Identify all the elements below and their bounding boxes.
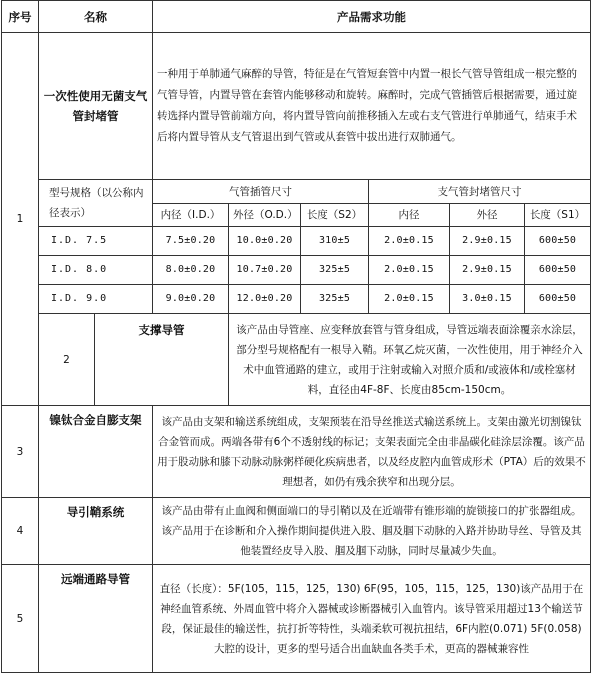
header-name: 名称 xyxy=(39,1,153,33)
model-outer: 2.9±0.15 xyxy=(450,227,525,256)
row-5-name: 远端通路导管 xyxy=(39,565,153,673)
model-len2: 325±5 xyxy=(301,256,369,285)
model-name: I.D. 9.0 xyxy=(39,285,153,314)
model-row xyxy=(2,227,591,256)
model-inner: 2.0±0.15 xyxy=(369,285,450,314)
col-id: 内径（I.D.） xyxy=(153,204,229,227)
col-inner: 内径 xyxy=(369,204,450,227)
row-2-name: 支撑导管 xyxy=(95,314,229,406)
model-name: I.D. 8.0 xyxy=(39,256,153,285)
row-1-spec-group-header xyxy=(2,180,591,204)
row-4-description: 该产品由带有止血阀和侧面端口的导引鞘以及在近端带有锥形端的旋锁接口的扩张器组成。该产品用于在诊断和介入操作期间提供进入股、腘及腘下动脉的入路并协助导丝、导管及其他装置经皮导入股、腘及腘下动脉，同时尽量减少失血。 xyxy=(153,498,591,565)
row-3-name: 镍钛合金自膨支架 xyxy=(39,406,153,498)
header-index: 序号 xyxy=(2,1,39,33)
row-5-index: 5 xyxy=(2,565,39,673)
header-row xyxy=(2,1,591,33)
model-od: 10.0±0.20 xyxy=(229,227,301,256)
col-len-s1: 长度（S1） xyxy=(525,204,591,227)
row-1-description-text: 一种用于单肺通气麻醉的导管，特征是在气管短套管中内置一根长气管导管组成一根完整的气管导管，内置导管在套管内能够移动和旋转。麻醉时，完成气管插管后根据需要，通过旋转选择内置导管前端方向，将内置导管向前推移插入左或右支气管进行单肺通气，结束手术后将内置导管从支气管退出到气管或从套管中拔出进行双肺通气。 xyxy=(153,33,591,180)
header-function: 产品需求功能 xyxy=(153,1,591,33)
model-id: 9.0±0.20 xyxy=(153,285,229,314)
row-1-index: 1 xyxy=(2,33,39,406)
model-row xyxy=(2,256,591,285)
model-len2: 310±5 xyxy=(301,227,369,256)
model-od: 12.0±0.20 xyxy=(229,285,301,314)
model-od: 10.7±0.20 xyxy=(229,256,301,285)
model-outer: 3.0±0.15 xyxy=(450,285,525,314)
model-outer: 2.9±0.15 xyxy=(450,256,525,285)
row-3 xyxy=(2,406,591,498)
model-id: 8.0±0.20 xyxy=(153,256,229,285)
model-row xyxy=(2,285,591,314)
group-tracheal: 气管插管尺寸 xyxy=(153,180,369,204)
product-requirements-table xyxy=(1,0,591,673)
row-2 xyxy=(2,314,591,406)
model-inner: 2.0±0.15 xyxy=(369,256,450,285)
col-len-s2: 长度（S2） xyxy=(301,204,369,227)
row-1-description xyxy=(2,33,591,180)
model-name: I.D. 7.5 xyxy=(39,227,153,256)
row-3-description: 该产品由支架和输送系统组成，支架预装在沿导丝推送式输送系统上。支架由激光切割镍钛合金管而成。两端各带有6个不透射线的标记；支架表面完全由非晶碳化硅涂层涂覆。该产品用于股动脉和膝下动脉动脉粥样硬化疾病患者，以及经皮腔内血管成形术（PTA）后的效果不理想者，如仍有残余狭窄和出现分层。 xyxy=(153,406,591,498)
model-len1: 600±50 xyxy=(525,227,591,256)
model-len1: 600±50 xyxy=(525,256,591,285)
row-4 xyxy=(2,498,591,565)
model-inner: 2.0±0.15 xyxy=(369,227,450,256)
col-outer: 外径 xyxy=(450,204,525,227)
row-5 xyxy=(2,565,591,673)
row-4-index: 4 xyxy=(2,498,39,565)
row-3-index: 3 xyxy=(2,406,39,498)
row-4-name: 导引鞘系统 xyxy=(39,498,153,565)
row-1-name: 一次性使用无菌支气管封堵管 xyxy=(39,33,153,180)
model-len1: 600±50 xyxy=(525,285,591,314)
col-od: 外径（O.D.） xyxy=(229,204,301,227)
model-id: 7.5±0.20 xyxy=(153,227,229,256)
row-2-index: 2 xyxy=(39,314,95,406)
model-len2: 325±5 xyxy=(301,285,369,314)
group-bronchial: 支气管封堵管尺寸 xyxy=(369,180,591,204)
row-5-description: 直径（长度）：5F(105，115，125，130) 6F(95，105，115，125，130)该产品用于在神经血管系统、外周血管中将介入器械或诊断器械引入血管内。该导管采用超过13个输送节段，保证最佳的输送性，抗打折等特性，头端柔软可视抗扭结，6F内腔(0.071) 5F(0.058)大腔的设计，更多的型号适合出血缺血各类手术，更高的器械兼容性 xyxy=(153,565,591,673)
spec-label: 型号规格（以公称内径表示） xyxy=(39,180,153,227)
row-2-description: 该产品由导管座、应变释放套管与管身组成，导管远端表面涂覆亲水涂层，部分型号规格配有一根导入鞘。环氧乙烷灭菌，一次性使用，用于神经介入术中血管通路的建立，或用于注射或输入对照介质和/或液体和/或栓塞材料，直径由4F-8F、长度由85cm-150cm。 xyxy=(229,314,591,406)
